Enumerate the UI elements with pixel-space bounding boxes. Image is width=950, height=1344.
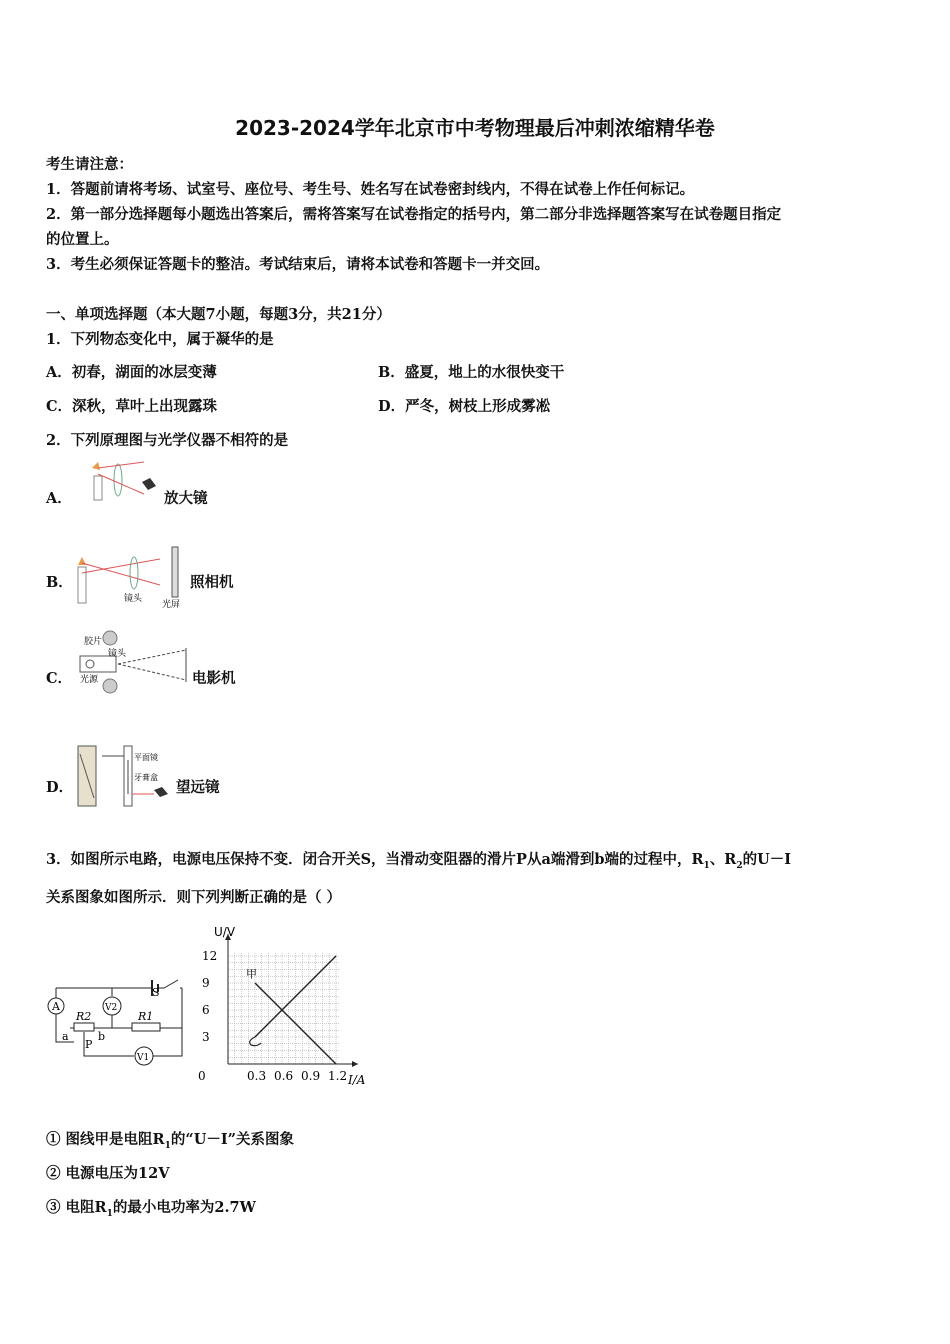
- q2-option-b-name: 照相机: [190, 574, 234, 591]
- r2-label: R2: [76, 1010, 92, 1023]
- x-axis-arrow: [352, 1061, 358, 1067]
- question-1-stem: 1．下列物态变化中，属于凝华的是: [46, 331, 274, 348]
- notice-item: 3．考生必须保证答题卡的整洁。考试结束后，请将本试卷和答题卡一并交回。: [46, 256, 550, 273]
- lens-label: 镜头: [108, 649, 127, 659]
- voltmeter-v2-label: V2: [105, 1003, 118, 1013]
- q1-option-c: C．深秋，草叶上出现露珠: [46, 398, 218, 415]
- x-axis-label: I/A: [348, 1073, 366, 1087]
- q2-option-b-letter: B．: [46, 574, 73, 591]
- page-title: 2023-2024学年北京市中考物理最后冲刺浓缩精华卷: [235, 116, 715, 140]
- statement-3: ③ 电阻$R_1$的最小电功率为2.7W: [46, 1199, 256, 1219]
- question-3-stem-line2: 关系图象如图所示．则下列判断正确的是（ ）: [46, 889, 342, 906]
- projector-diagram: [74, 628, 190, 700]
- q2-option-a-letter: A．: [46, 490, 72, 507]
- q1-option-d: D．严冬，树枝上形成雾凇: [378, 398, 551, 415]
- x-tick-label: 0.3: [247, 1069, 267, 1083]
- q1-option-a: A．初春，湖面的冰层变薄: [46, 364, 217, 381]
- y-axis-label: U/V: [214, 926, 236, 939]
- q1-option-b: B．盛夏，地上的水很快变干: [378, 364, 565, 381]
- series-annotation: 甲: [246, 967, 257, 981]
- q2-option-c-letter: C．: [46, 670, 73, 687]
- light-source-label: 光源: [80, 675, 99, 685]
- statement-1: ① 图线甲是电阻$R_1$的“U－I”关系图象: [46, 1131, 294, 1151]
- notice-item: 2．第一部分选择题每小题选出答案后，需将答案写在试卷指定的括号内，第二部分非选择题答案写在试卷题目指定: [46, 206, 782, 223]
- film-label: 胶片: [84, 637, 103, 647]
- statement-2: ② 电源电压为12V: [46, 1165, 170, 1182]
- q2-option-d-letter: D．: [46, 779, 74, 796]
- series-hook: [250, 1037, 261, 1046]
- x-tick-label: 0.6: [274, 1069, 294, 1083]
- x-tick-label: 0.9: [301, 1069, 321, 1083]
- y-tick-label: 3: [202, 1030, 210, 1044]
- magnifier-diagram: [74, 458, 164, 506]
- q2-option-a-name: 放大镜: [164, 490, 208, 507]
- switch-label: S: [152, 986, 160, 999]
- screen-label: 光屏: [162, 600, 181, 610]
- notice-heading: 考生请注意：: [46, 156, 133, 173]
- q2-option-d-name: 望远镜: [176, 779, 220, 796]
- series-line: [255, 956, 336, 1037]
- question-2-stem: 2．下列原理图与光学仪器不相符的是: [46, 432, 289, 449]
- x-tick-label: 0: [198, 1069, 206, 1083]
- box-label: 牙膏盒: [134, 773, 158, 782]
- slider-p-label: P: [85, 1038, 93, 1051]
- terminal-b-label: b: [98, 1030, 106, 1043]
- x-tick-label: 1.2: [328, 1069, 348, 1083]
- notice-item: 1．答题前请将考场、试室号、座位号、考生号、姓名写在试卷密封线内，不得在试卷上作任何标记。: [46, 181, 695, 198]
- section-heading: 一、单项选择题（本大题7小题，每题3分，共21分）: [46, 306, 391, 323]
- q2-option-c-name: 电影机: [192, 670, 236, 687]
- voltmeter-v1-label: V1: [137, 1053, 150, 1063]
- lens-label: 镜头: [124, 594, 143, 604]
- y-tick-label: 12: [202, 949, 218, 963]
- y-tick-label: 9: [202, 976, 210, 990]
- ui-chart: [190, 926, 380, 1090]
- question-3-stem-line1: 3．如图所示电路，电源电压保持不变．闭合开关S，当滑动变阻器的滑片P从a端滑到b端的过程中，$R_1$、$R_2$的U－I: [46, 851, 792, 871]
- r1-label: R1: [138, 1010, 154, 1023]
- y-tick-label: 6: [202, 1003, 210, 1017]
- notice-item: 的位置上。: [46, 231, 119, 248]
- camera-diagram: [72, 545, 188, 611]
- circuit-diagram: [44, 970, 190, 1074]
- mirror-label: 平面镜: [134, 753, 158, 762]
- periscope-diagram: [74, 740, 174, 812]
- terminal-a-label: a: [62, 1030, 69, 1043]
- ammeter-label: A: [52, 1000, 60, 1013]
